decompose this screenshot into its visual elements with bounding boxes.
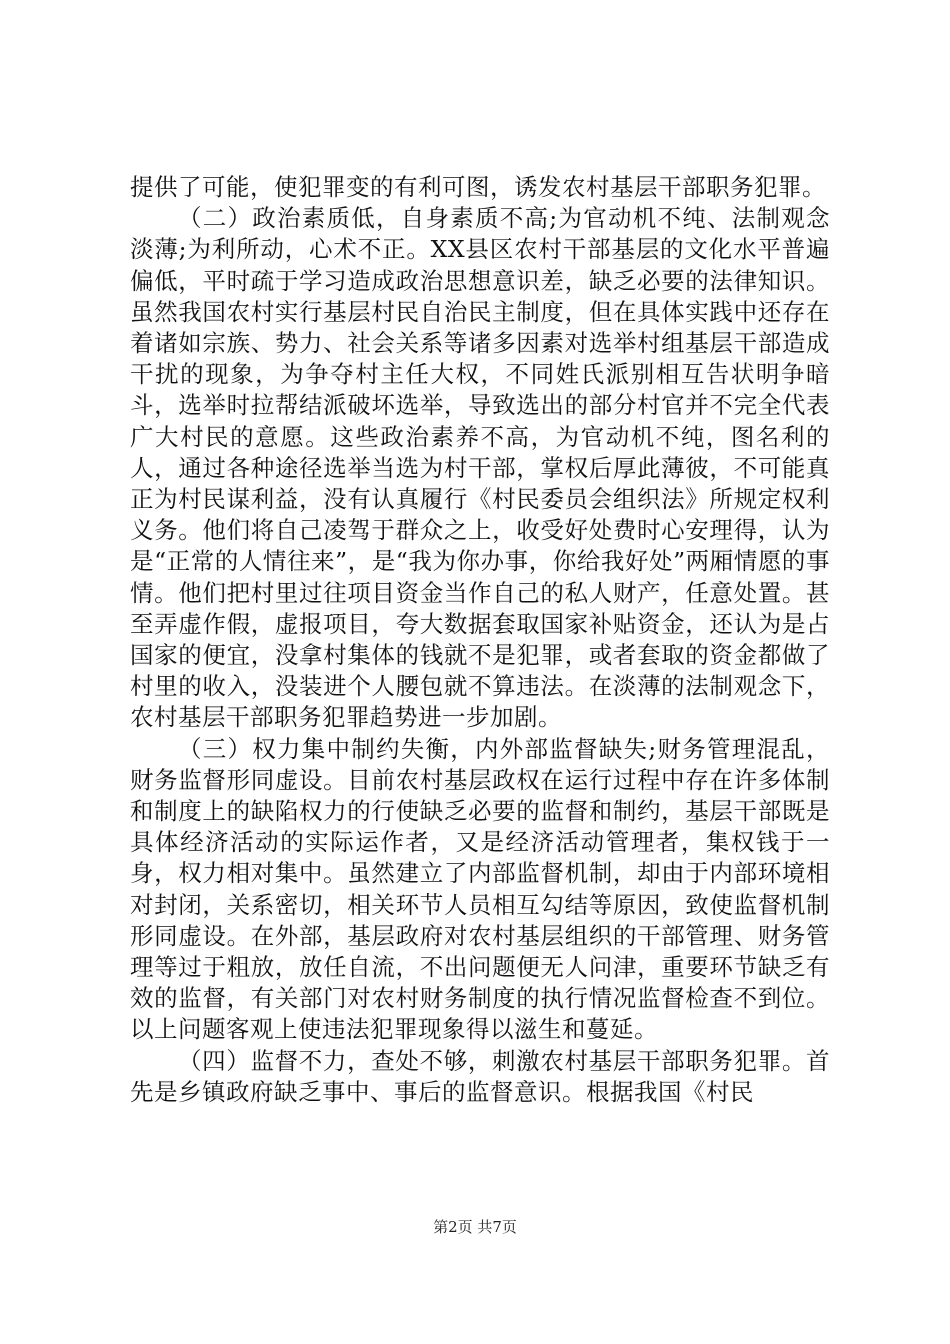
page-number-footer: 第2页 共7页	[433, 1218, 517, 1236]
paragraph-section-2: （二）政治素质低，自身素质不高;为官动机不纯、法制观念淡薄;为利所动，心术不正。XX县区农村干部基层的文化水平普遍偏低，平时疏于学习造成政治思想意识差，缺乏必要的法律知识。虽然我国农村实行基层村民自治民主制度，但在具体实践中还存在着诸如宗族、势力、社会关系等诸多因素对选举村组基层干部造成干扰的现象，为争夺村主任大权，不同姓氏派别相互告状明争暗斗，选举时拉帮结派破坏选举，导致选出的部分村官并不完全代表广大村民的意愿。这些政治素养不高，为官动机不纯，图名利的人，通过各种途径选举当选为村干部，掌权后厚此薄彼，不可能真正为村民谋利益，没有认真履行《村民委员会组织法》所规定权利义务。他们将自己凌驾于群众之上，收受好处费时心安理得，认为是“正常的人情往来”，是“我为你办事，你给我好处”两厢情愿的事情。他们把村里过往项目资金当作自己的私人财产，任意处置。甚至弄虚作假，虚报项目，夸大数据套取国家补贴资金，还认为是占国家的便宜，没拿村集体的钱就不是犯罪，或者套取的资金都做了村里的收入，没装进个人腰包就不算违法。在淡薄的法制观念下，农村基层干部职务犯罪趋势进一步加剧。	[130, 204, 830, 732]
document-body	[130, 172, 830, 1108]
paragraph-section-3: （三）权力集中制约失衡，内外部监督缺失;财务管理混乱，财务监督形同虚设。目前农村基层政权在运行过程中存在许多体制和制度上的缺陷权力的行使缺乏必要的监督和制约，基层干部既是具体经济活动的实际运作者，又是经济活动管理者，集权钱于一身，权力相对集中。虽然建立了内部监督机制，却由于内部环境相对封闭，关系密切，相关环节人员相互勾结等原因，致使监督机制形同虚设。在外部，基层政府对农村基层组织的干部管理、财务管理等过于粗放，放任自流，不出问题便无人问津，重要环节缺乏有效的监督，有关部门对农村财务制度的执行情况监督检查不到位。以上问题客观上使违法犯罪现象得以滋生和蔓延。	[130, 734, 830, 1044]
paragraph-continuation: 提供了可能，使犯罪变的有利可图，诱发农村基层干部职务犯罪。	[130, 173, 826, 201]
paragraph-section-4: （四）监督不力，查处不够，刺激农村基层干部职务犯罪。首先是乡镇政府缺乏事中、事后的监督意识。根据我国《村民	[130, 1046, 830, 1106]
